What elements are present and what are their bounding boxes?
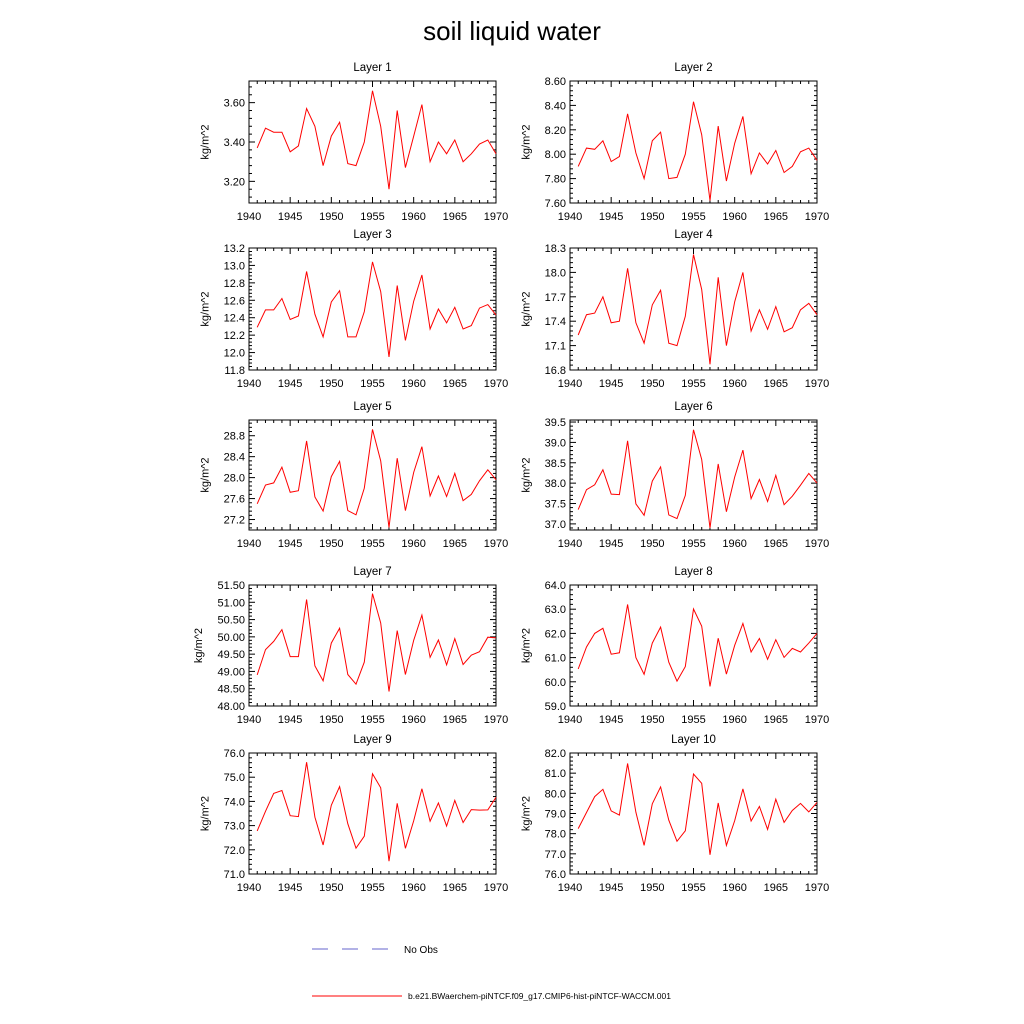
layer-3-ytick-label: 12.0	[223, 347, 245, 360]
layer-3-xtick-label: 1955	[360, 378, 385, 390]
figure-title: soil liquid water	[423, 16, 601, 46]
layer-7-xtick-label: 1940	[236, 714, 262, 726]
layer-7-ytick-label: 48.00	[217, 701, 245, 713]
layer-10-xtick-label: 1950	[640, 882, 665, 894]
layer-2-ylabel: kg/m^2	[520, 124, 533, 160]
layer-2-xtick-label: 1950	[640, 211, 665, 223]
layer-10-xtick-label: 1940	[557, 882, 583, 894]
layer-6-ytick-label: 37.5	[544, 498, 566, 511]
layer-10-xtick-label: 1965	[763, 882, 789, 894]
layer-10-xtick-label: 1945	[598, 882, 624, 894]
layer-3-ytick-label: 12.2	[223, 330, 245, 343]
layer-1-ylabel: kg/m^2	[199, 124, 212, 160]
layer-7-ytick-label: 50.50	[217, 614, 245, 627]
layer-4-xtick-label: 1970	[804, 378, 830, 390]
layer-3-xtick-label: 1970	[483, 378, 509, 390]
layer-5-ytick-label: 28.4	[223, 451, 245, 464]
layer-9-ytick-label: 72.0	[223, 844, 245, 857]
layer-2-xtick-label: 1940	[557, 211, 583, 223]
layer-1-ytick-label: 3.40	[223, 137, 245, 149]
layer-4-ytick-label: 17.7	[544, 291, 566, 304]
legend-label-model: b.e21.BWaerchem-piNTCF.f09_g17.CMIP6-hist-piNTCF-WACCM.001	[408, 991, 671, 1001]
layer-3-xtick-label: 1960	[401, 378, 426, 390]
layer-9-ytick-label: 73.0	[223, 820, 245, 833]
layer-3-xtick-label: 1945	[277, 378, 303, 390]
layer-9-xtick-label: 1970	[483, 882, 509, 894]
layer-1-xtick-label: 1940	[236, 211, 262, 223]
layer-8-ytick-label: 63.0	[544, 604, 566, 617]
layer-3-ytick-label: 12.6	[223, 295, 245, 308]
layer-4-xtick-label: 1950	[640, 378, 665, 390]
layer-2-ytick-label: 8.40	[544, 100, 566, 113]
layer-8-ytick-label: 62.0	[544, 628, 566, 641]
layer-1-ytick-label: 3.60	[223, 97, 245, 110]
layer-2-xtick-label: 1945	[598, 211, 624, 223]
layer-10-panel-title: Layer 10	[671, 734, 716, 746]
layer-8-panel-title: Layer 8	[674, 566, 713, 578]
layer-3-xtick-label: 1950	[319, 378, 344, 390]
layer-10-ytick-label: 80.0	[544, 788, 566, 801]
layer-2-xtick-label: 1965	[763, 211, 789, 223]
layer-5-panel-title: Layer 5	[353, 401, 392, 413]
layer-6-ytick-label: 39.5	[544, 417, 566, 430]
legend-label-no-obs: No Obs	[404, 945, 438, 956]
layer-9-xtick-label: 1945	[277, 882, 303, 894]
layer-2-xtick-label: 1970	[804, 211, 830, 223]
layer-5-xtick-label: 1940	[236, 538, 262, 550]
layer-10-ytick-label: 79.0	[544, 808, 566, 821]
layer-2-panel-title: Layer 2	[674, 62, 713, 74]
layer-6-xtick-label: 1960	[722, 538, 747, 550]
layer-5-xtick-label: 1970	[483, 538, 509, 550]
layer-7-ytick-label: 51.00	[217, 597, 245, 610]
layer-4-ylabel: kg/m^2	[520, 291, 533, 327]
layer-3-ytick-label: 13.2	[223, 243, 245, 255]
layer-6-ytick-label: 38.0	[544, 478, 566, 491]
layer-6-xtick-label: 1945	[598, 538, 624, 550]
layer-7-ytick-label: 49.00	[217, 666, 245, 679]
layer-2-ytick-label: 8.20	[544, 124, 566, 137]
layer-7-xtick-label: 1955	[360, 714, 385, 726]
layer-8-xtick-label: 1950	[640, 714, 665, 726]
layer-4-ytick-label: 17.1	[544, 340, 566, 353]
layer-7-ytick-label: 49.50	[217, 649, 245, 662]
layer-10-xtick-label: 1955	[681, 882, 706, 894]
layer-7-xtick-label: 1965	[442, 714, 468, 726]
layer-10-ytick-label: 78.0	[544, 828, 566, 841]
layer-5-ylabel: kg/m^2	[199, 457, 212, 493]
layer-6-xtick-label: 1965	[763, 538, 789, 550]
layer-4-xtick-label: 1940	[557, 378, 583, 390]
layer-10-ytick-label: 81.0	[544, 768, 566, 781]
layer-6-xtick-label: 1955	[681, 538, 706, 550]
layer-7-ytick-label: 51.50	[217, 580, 245, 592]
layer-6-xtick-label: 1970	[804, 538, 830, 550]
layer-2-ytick-label: 8.60	[544, 76, 566, 88]
layer-4-ytick-label: 17.4	[544, 316, 566, 329]
layer-6-xtick-label: 1940	[557, 538, 583, 550]
layer-5-xtick-label: 1945	[277, 538, 303, 550]
layer-9-ytick-label: 71.0	[223, 869, 245, 881]
layer-3-ytick-label: 13.0	[223, 260, 245, 273]
layer-4-ytick-label: 18.3	[544, 243, 566, 255]
layer-8-xtick-label: 1940	[557, 714, 583, 726]
layer-3-xtick-label: 1940	[236, 378, 262, 390]
layer-1-panel-title: Layer 1	[353, 62, 392, 74]
layer-5-ytick-label: 28.0	[223, 472, 245, 485]
layer-4-xtick-label: 1960	[722, 378, 747, 390]
layer-7-ytick-label: 48.50	[217, 683, 245, 696]
layer-9-ylabel: kg/m^2	[199, 795, 212, 832]
layer-9-xtick-label: 1940	[236, 882, 262, 894]
layer-5-ytick-label: 27.2	[223, 514, 245, 527]
layer-4-panel-title: Layer 4	[674, 229, 713, 241]
layer-7-panel-title: Layer 7	[353, 566, 392, 578]
layer-3-ylabel: kg/m^2	[199, 291, 212, 327]
layer-3-ytick-label: 12.8	[223, 277, 245, 290]
layer-10-ytick-label: 77.0	[544, 848, 566, 861]
layer-10-xtick-label: 1960	[722, 882, 747, 894]
layer-7-xtick-label: 1950	[319, 714, 344, 726]
layer-2-ytick-label: 7.80	[544, 173, 566, 186]
layer-10-ytick-label: 82.0	[544, 748, 566, 760]
layer-10-ytick-label: 76.0	[544, 869, 566, 881]
layer-6-ylabel: kg/m^2	[520, 457, 533, 493]
layer-3-ytick-label: 11.8	[224, 365, 245, 377]
layer-1-xtick-label: 1945	[277, 211, 303, 223]
layer-7-ytick-label: 50.00	[217, 631, 245, 644]
layer-5-xtick-label: 1960	[401, 538, 426, 550]
layer-1-xtick-label: 1955	[360, 211, 385, 223]
layer-9-panel-title: Layer 9	[353, 734, 392, 746]
layer-10-ylabel: kg/m^2	[520, 795, 533, 832]
layer-4-ytick-label: 18.0	[544, 267, 566, 280]
layer-8-ytick-label: 59.0	[544, 701, 566, 713]
layer-8-ytick-label: 64.0	[544, 580, 566, 592]
layer-9-ytick-label: 76.0	[223, 748, 245, 760]
layer-7-xtick-label: 1960	[401, 714, 426, 726]
layer-7-xtick-label: 1945	[277, 714, 303, 726]
layer-1-xtick-label: 1950	[319, 211, 344, 223]
layer-9-ytick-label: 74.0	[223, 796, 245, 809]
layer-7-ylabel: kg/m^2	[193, 627, 205, 664]
layer-3-panel-title: Layer 3	[353, 229, 392, 241]
layer-9-xtick-label: 1965	[442, 882, 468, 894]
layer-8-ytick-label: 60.0	[544, 676, 566, 689]
layer-1-xtick-label: 1960	[401, 211, 426, 223]
layer-2-xtick-label: 1955	[681, 211, 706, 223]
layer-4-ytick-label: 16.8	[544, 365, 566, 377]
layer-1-xtick-label: 1970	[483, 211, 509, 223]
layer-7-xtick-label: 1970	[483, 714, 509, 726]
layer-9-ytick-label: 75.0	[223, 772, 245, 785]
layer-1-xtick-label: 1965	[442, 211, 468, 223]
layer-4-xtick-label: 1965	[763, 378, 789, 390]
layer-1-ytick-label: 3.20	[223, 176, 245, 189]
layer-8-ytick-label: 61.0	[544, 652, 566, 665]
layer-5-xtick-label: 1950	[319, 538, 344, 550]
layer-3-xtick-label: 1965	[442, 378, 468, 390]
layer-5-xtick-label: 1965	[442, 538, 468, 550]
layer-2-ytick-label: 7.60	[544, 198, 566, 210]
layer-8-ylabel: kg/m^2	[520, 627, 533, 664]
layer-6-ytick-label: 37.0	[544, 518, 566, 531]
layer-2-ytick-label: 8.00	[544, 149, 566, 162]
layer-10-xtick-label: 1970	[804, 882, 830, 894]
layer-8-xtick-label: 1965	[763, 714, 789, 726]
layer-6-ytick-label: 39.0	[544, 437, 566, 450]
layer-5-ytick-label: 27.6	[223, 493, 245, 506]
layer-9-xtick-label: 1960	[401, 882, 426, 894]
layer-8-xtick-label: 1945	[598, 714, 624, 726]
layer-6-ytick-label: 38.5	[544, 457, 566, 470]
layer-3-ytick-label: 12.4	[223, 312, 245, 325]
layer-6-xtick-label: 1950	[640, 538, 665, 550]
layer-5-xtick-label: 1955	[360, 538, 385, 550]
layer-8-xtick-label: 1955	[681, 714, 706, 726]
layer-8-xtick-label: 1960	[722, 714, 747, 726]
layer-4-xtick-label: 1945	[598, 378, 624, 390]
layer-4-xtick-label: 1955	[681, 378, 706, 390]
layer-6-panel-title: Layer 6	[674, 401, 713, 413]
layer-5-ytick-label: 28.8	[223, 430, 245, 443]
layer-8-xtick-label: 1970	[804, 714, 830, 726]
layer-9-xtick-label: 1955	[360, 882, 385, 894]
layer-2-xtick-label: 1960	[722, 211, 747, 223]
layer-9-xtick-label: 1950	[319, 882, 344, 894]
